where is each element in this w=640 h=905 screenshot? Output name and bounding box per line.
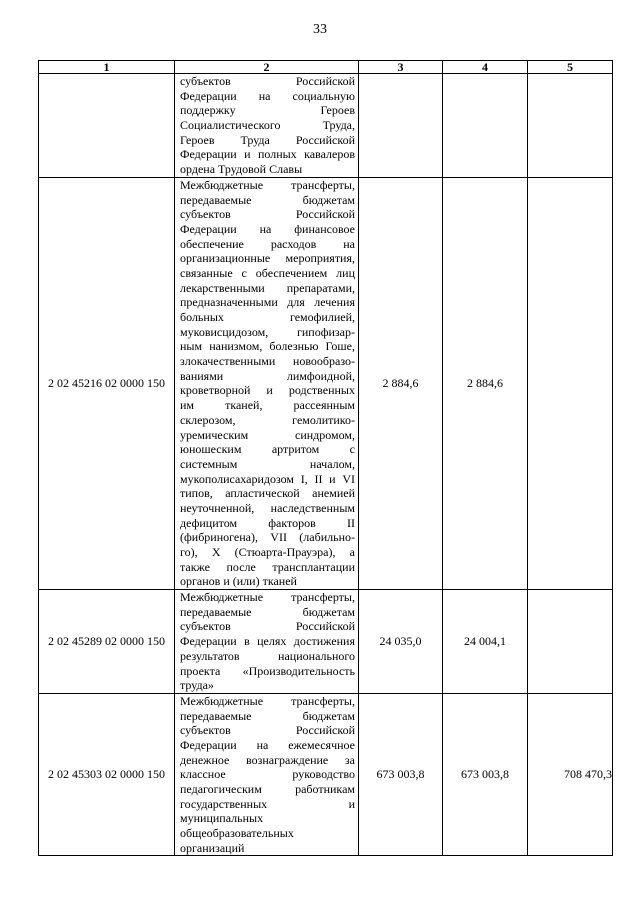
budget-table (38, 60, 613, 856)
budget-code-cell: 2 02 45289 02 0000 150 (39, 590, 175, 694)
column-header-1: 1 (39, 61, 175, 74)
description-line: (фибриногена), VII (лабильно- (180, 530, 355, 545)
description-line: Межбюджетные трансферты, (180, 177, 355, 192)
description-line: организаций (180, 840, 245, 855)
table-header-row (39, 61, 613, 74)
description-line: кроветворной и родственных (180, 383, 355, 398)
description-line: муниципальных (180, 811, 264, 826)
amount-cell-4: 24 004,1 (443, 590, 528, 694)
column-header-2: 2 (175, 61, 359, 74)
budget-code-cell: 2 02 45216 02 0000 150 (39, 177, 175, 589)
amount-cell-3: 2 884,6 (359, 177, 443, 589)
description-line: Федерации на ежемесячное (180, 737, 355, 752)
amount-cell-4 (443, 74, 528, 178)
description-line: денежное вознаграждение за (180, 752, 355, 767)
description-line: обеспечение расходов на (180, 236, 355, 251)
description-line: поддержку Героев (180, 103, 355, 118)
table-row (39, 693, 613, 856)
description-line: юношеским артритом с (180, 442, 355, 457)
description-line: Межбюджетные трансферты, (180, 693, 355, 708)
description-line: организационные мероприятия, (180, 251, 355, 266)
description-line: ваниями лимфоидной, (180, 368, 355, 383)
description-line: также после трансплантации (180, 559, 355, 574)
description-line: проекта «Производительность (180, 663, 355, 678)
description-line: результатов национального (180, 648, 355, 663)
description-line: Героев Труда Российской (180, 132, 355, 147)
description-line: государственных и (180, 796, 355, 811)
description-line: муковисцидозом, гипофизар- (180, 324, 355, 339)
description-line: Межбюджетные трансферты, (180, 590, 355, 605)
description-line: системным началом, (180, 456, 355, 471)
table-body (39, 74, 613, 856)
amount-cell-5 (528, 590, 613, 694)
description-line: передаваемые бюджетам (180, 604, 355, 619)
description-line: Федерации и полных кавалеров (180, 147, 355, 162)
description-line: дефицитом факторов II (180, 515, 355, 530)
column-header-5: 5 (528, 61, 613, 74)
amount-cell-5: 708 470,3 (528, 693, 613, 856)
table-row (39, 74, 613, 178)
description-line: уремическим синдромом, (180, 427, 355, 442)
budget-code-cell: 2 02 45303 02 0000 150 (39, 693, 175, 856)
description-line: предназначенными для лечения (180, 295, 355, 310)
description-line: типов, апластической анемией (180, 486, 355, 501)
description-line: педагогическим работникам (180, 782, 355, 796)
description-line: ным нанизмом, болезнью Гоше, (180, 339, 355, 354)
column-header-3: 3 (359, 61, 443, 74)
description-line: Федерации на социальную (180, 88, 355, 103)
description-line: склерозом, гемолитико- (180, 412, 355, 427)
amount-cell-5 (528, 177, 613, 589)
description-line: ордена Трудовой Славы (180, 162, 303, 177)
description-line: мукополисахаридозом I, II и VI (180, 471, 355, 486)
column-header-4: 4 (443, 61, 528, 74)
amount-cell-4: 2 884,6 (443, 177, 528, 589)
description-line: лекарственными препаратами, (180, 280, 355, 295)
description-line: субъектов Российской (180, 619, 355, 634)
page-number: 33 (313, 22, 327, 37)
amount-cell-5 (528, 74, 613, 178)
table-row (39, 177, 613, 589)
description-line: Федерации на финансовое (180, 221, 355, 236)
description-line: органов и (или) тканей (180, 574, 297, 589)
description-line: передаваемые бюджетам (180, 708, 355, 723)
description-line: общеобразовательных (180, 826, 294, 841)
amount-cell-3: 673 003,8 (359, 693, 443, 856)
description-cell (175, 590, 359, 694)
description-line: Федерации в целях достижения (180, 634, 355, 649)
description-cell (175, 74, 359, 178)
description-line: субъектов Российской (180, 207, 355, 222)
description-line: классное руководство (180, 767, 355, 782)
description-line: субъектов Российской (180, 74, 355, 88)
amount-cell-3: 24 035,0 (359, 590, 443, 694)
description-cell (175, 177, 359, 589)
description-line: Социалистического Труда, (180, 118, 355, 133)
table-row (39, 590, 613, 694)
amount-cell-4: 673 003,8 (443, 693, 528, 856)
description-line: субъектов Российской (180, 723, 355, 738)
amount-cell-3 (359, 74, 443, 178)
description-line: связанные с обеспечением лиц (180, 265, 355, 280)
description-line: го), X (Стюарта-Прауэра), а (180, 545, 355, 559)
description-cell (175, 693, 359, 856)
budget-code-cell (39, 74, 175, 178)
description-line: неуточненной, наследственным (180, 500, 355, 515)
description-line: передаваемые бюджетам (180, 192, 355, 207)
description-line: труда» (180, 678, 214, 693)
description-line: злокачественными новообразо- (180, 354, 355, 369)
description-line: больных гемофилией, (180, 310, 355, 324)
description-line: им тканей, рассеянным (180, 398, 355, 413)
